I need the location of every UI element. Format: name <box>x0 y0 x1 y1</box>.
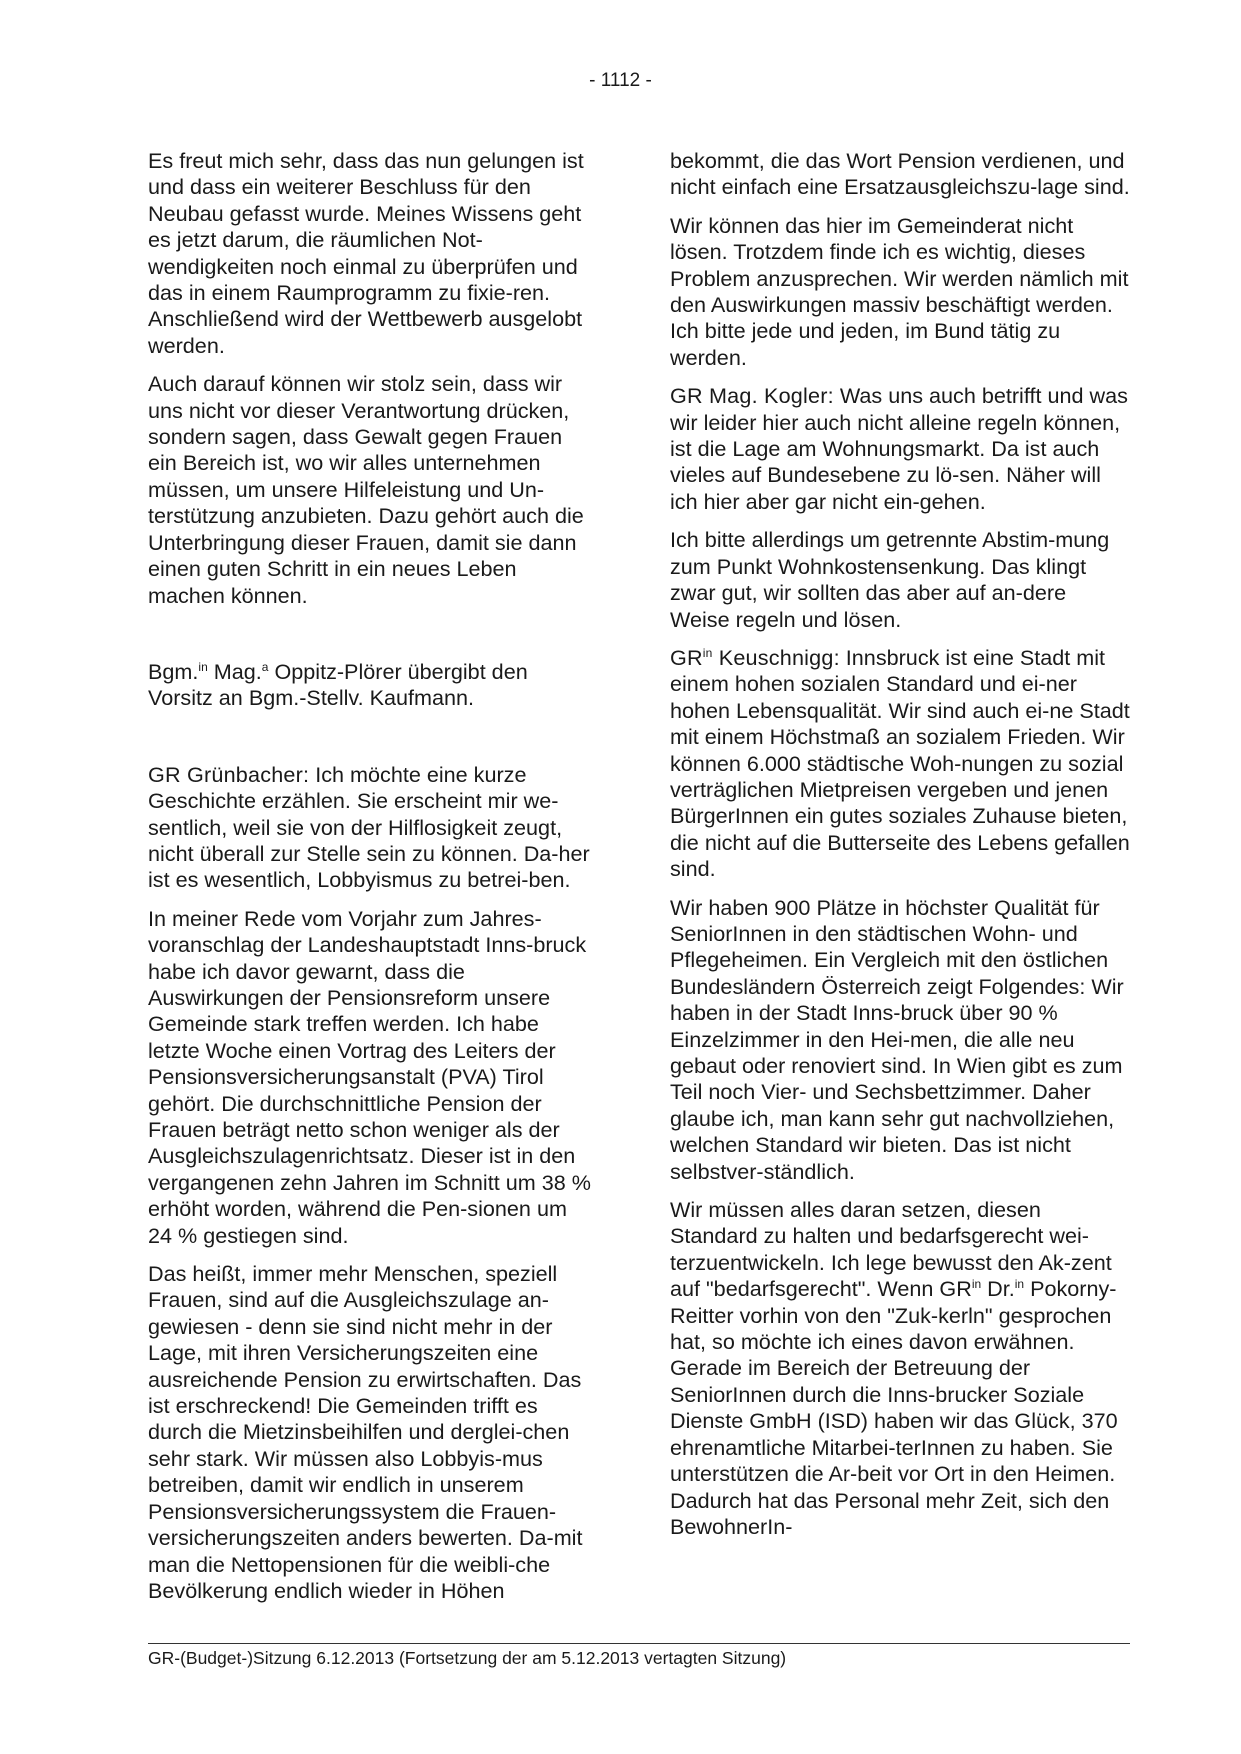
text-run: Mag. <box>207 658 262 684</box>
paragraph: Wir haben 900 Plätze in höchster Qualität für SeniorInnen in den städtischen Wohn- und Pflegeheimen. Ein Vergleich mit den östlichen Bundesländern Österreich zeigt Folgendes: Wir haben in der Stadt Inns-bruck über 90 % Einzelzimmer in den Hei-men, die alle neu gebaut oder renoviert sind. In Wien gibt es zum Teil noch Vier- und Sechsbettzimmer. Daher glaube ich, man kann sehr gut nachvollziehen, welchen Standard wir bieten. Das ist nicht selbstver-ständlich. <box>670 894 1124 1184</box>
superscript: in <box>971 1277 982 1292</box>
text-run: Dr. <box>981 1276 1015 1302</box>
text-run: Bgm. <box>148 658 199 684</box>
paragraph: Auch darauf können wir stolz sein, dass wir uns nicht vor dieser Verantwortung drücken, sondern sagen, dass Gewalt gegen Frauen ein Bereich ist, wo wir alles unternehmen müssen, um unsere Hilfeleistung und Un-terstützung anzubieten. Dazu gehört auch die Unterbringung dieser Frauen, damit sie dann einen guten Schritt in ein neues Leben machen können. <box>148 371 584 608</box>
speech-paragraph <box>670 645 1130 883</box>
paragraph: In meiner Rede vom Vorjahr zum Jahres-voranschlag der Landeshauptstadt Inns-bruck habe ich davor gewarnt, dass die Auswirkungen der Pensionsreform unsere Gemeinde stark treffen werden. Ich habe letzte Woche einen Vortrag des Leiters der Pensionsversicherungsanstalt (PVA) Tirol gehört. Die durchschnittliche Pension der Frauen beträgt netto schon weniger als der Ausgleichszulagenrichtsatz. Dieser ist in den vergangenen zehn Jahren im Schnitt um 38 % erhöht worden, während die Pen-sionen um 24 % gestiegen sind. <box>148 905 591 1248</box>
footer-divider <box>148 1643 1130 1644</box>
superscript: in <box>702 645 713 660</box>
speech-text: Ich möchte eine kurze Geschichte erzählen. Sie erscheint mir we-sentlich, weil sie von der Hilflosigkeit zeugt, nicht überall zur Stelle sein zu können. Da-her ist es wesentlich, Lobbyismus zu betrei-ben. <box>148 761 590 893</box>
page-number: - 1112 - <box>589 70 652 91</box>
text-run: GR <box>670 644 703 670</box>
paragraph: Das heißt, immer mehr Menschen, speziell Frauen, sind auf die Ausgleichszulage an-gewiesen - denn sie sind nicht mehr in der Lage, mit ihren Versicherungszeiten eine ausreichende Pension zu erwirtschaften. Das ist erschreckend! Die Gemeinden trifft es durch die Mietzinsbeihilfen und derglei-chen sehr stark. Wir müssen also Lobbyis-mus betreiben, damit wir endlich in unserem Pensionsversicherungssystem die Frauen-versicherungszeiten anders bewerten. Da-mit man die Nettopensionen für die weibli-che Bevölkerung endlich wieder in Höhen <box>148 1261 583 1603</box>
text-run: Oppitz-Plörer übergibt den Vorsitz an Bgm.-Stellv. Kaufmann. <box>148 658 528 711</box>
paragraph: Es freut mich sehr, dass das nun gelungen ist und dass ein weiterer Beschluss für den Neubau gefasst wurde. Meines Wissens geht es jetzt darum, die räumlichen Not-wendigkeiten noch einmal zu überprüfen und das in einem Raumprogramm zu fixie-ren. Anschließend wird der Wettbewerb ausgelobt werden. <box>148 148 584 358</box>
speech-text: Was uns auch betrifft und was wir leider hier auch nicht alleine regeln können, ist die Lage am Wohnungsmarkt. Da ist auch vieles auf Bundesebene zu lö-sen. Näher will ich hier aber gar nicht ein-gehen. <box>670 383 1128 514</box>
chair-handover-note <box>148 659 596 712</box>
superscript: in <box>198 659 208 674</box>
text-run: Keuschnigg: <box>712 644 840 670</box>
left-column <box>148 148 596 1616</box>
speaker-name <box>670 645 840 670</box>
right-column <box>670 148 1130 1552</box>
paragraph: Ich bitte allerdings um getrennte Abstim-mung zum Punkt Wohnkostensenkung. Das klingt zwar gut, wir sollten das aber auf an-dere Weise regeln und lösen. <box>670 527 1110 632</box>
paragraph: bekommt, die das Wort Pension verdienen, und nicht einfach eine Ersatzausgleichszu-lage sind. <box>670 148 1130 200</box>
text-run: Wir müssen alles daran setzen, diesen Standard zu halten und bedarfsgerecht wei-terzuentwickeln. Ich lege bewusst den Ak-zent auf "bedarfsgerecht". Wenn GR <box>670 1197 1112 1302</box>
paragraph <box>670 1197 1130 1540</box>
speech-paragraph <box>670 383 1130 515</box>
speech-text: Innsbruck ist eine Stadt mit einem hohen sozialen Standard und ei-ner hohen Lebensqualität. Wir sind auch ei-ne Stadt mit einem Höchstmaß an sozialem Frieden. Wir können 6.000 städtische Woh-nungen zu sozial verträglichen Mietpreisen vergeben und jenen BürgerInnen ein gutes soziales Zuhause bieten, die nicht auf die Butterseite des Lebens gefallen sind. <box>670 644 1130 882</box>
footer-session-info: GR-(Budget-)Sitzung 6.12.2013 (Fortsetzung der am 5.12.2013 vertagten Sitzung) <box>148 1648 787 1668</box>
speech-paragraph <box>148 762 596 894</box>
speaker-name: GR Mag. Kogler: <box>670 383 834 409</box>
speaker-name: GR Grünbacher: <box>148 761 310 787</box>
superscript: in <box>1014 1277 1025 1292</box>
paragraph: Wir können das hier im Gemeinderat nicht lösen. Trotzdem finde ich es wichtig, dieses Problem anzusprechen. Wir werden nämlich mit den Auswirkungen massiv beschäftigt werden. Ich bitte jede und jeden, im Bund tätig zu werden. <box>670 212 1129 370</box>
text-run: Pokorny-Reitter vorhin von den "Zuk-kerln" gesprochen hat, so möchte ich eines davon erwähnen. Gerade im Bereich der Betreuung der SeniorInnen durch die Inns-brucker Soziale Dienste GmbH (ISD) haben wir das Glück, 370 ehrenamtliche Mitarbei-terInnen zu haben. Sie unterstützen die Ar-beit vor Ort in den Heimen. Dadurch hat das Personal mehr Zeit, sich den BewohnerIn- <box>670 1276 1118 1539</box>
superscript: a <box>261 659 269 674</box>
